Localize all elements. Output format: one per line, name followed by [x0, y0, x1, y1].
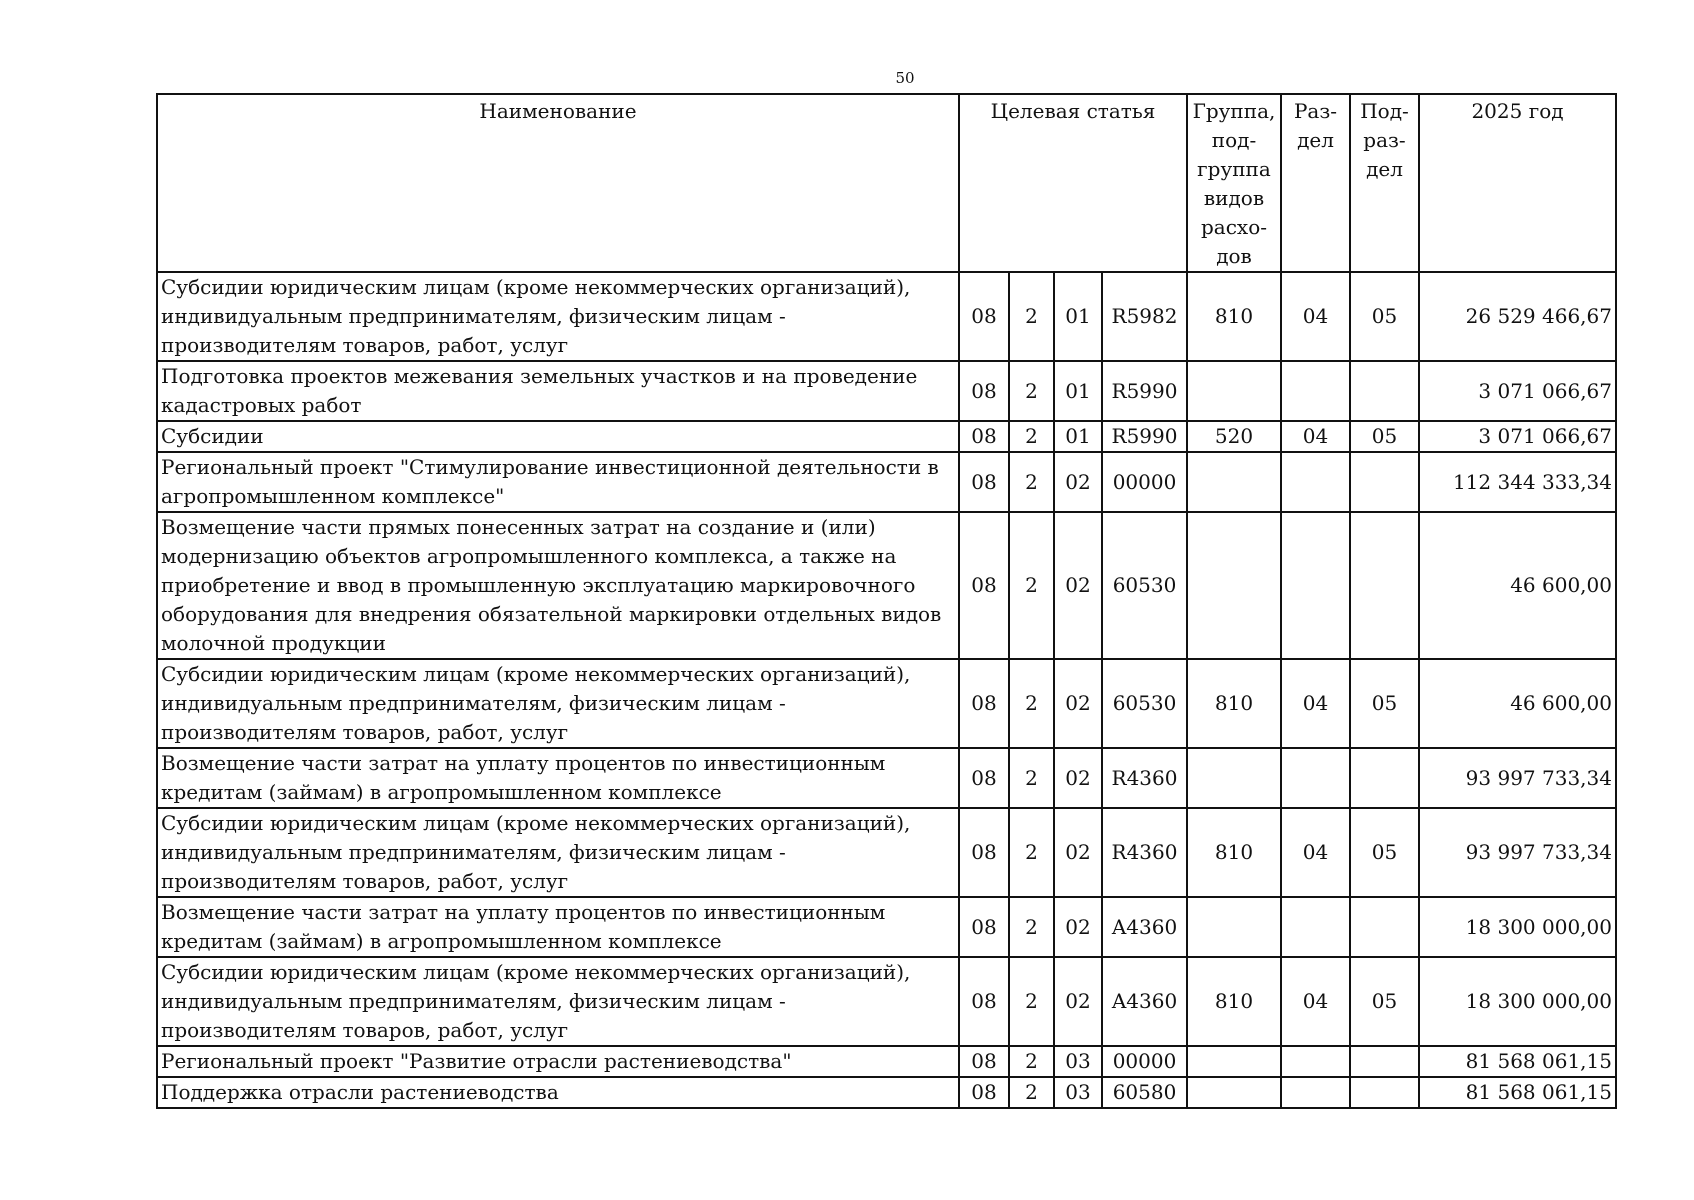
row-name: Субсидии юридическим лицам (кроме некоммерческих организаций), индивидуальным предпринимателям, физическим лицам - производителям товаров, работ, услуг — [157, 957, 959, 1046]
row-program-code: 08 — [959, 421, 1009, 452]
row-amount: 3 071 066,67 — [1419, 421, 1616, 452]
row-direction-code: R5982 — [1102, 272, 1187, 361]
row-expense-group: 810 — [1187, 659, 1281, 748]
row-program-code: 08 — [959, 272, 1009, 361]
row-expense-group — [1187, 361, 1281, 421]
header-expense-group-line: под- — [1211, 128, 1257, 152]
row-section — [1281, 1077, 1350, 1108]
header-expense-group-line: расхо- — [1200, 215, 1267, 239]
row-expense-group — [1187, 512, 1281, 659]
row-subsection: 05 — [1350, 272, 1419, 361]
row-program-code: 08 — [959, 452, 1009, 512]
row-name: Региональный проект "Развитие отрасли растениеводства" — [157, 1046, 959, 1077]
row-subsection — [1350, 361, 1419, 421]
row-subprogram-code: 2 — [1009, 452, 1054, 512]
row-expense-group: 810 — [1187, 808, 1281, 897]
header-expense-group-line: Группа, — [1192, 99, 1276, 123]
row-name: Поддержка отрасли растениеводства — [157, 1077, 959, 1108]
row-amount: 46 600,00 — [1419, 512, 1616, 659]
row-name: Подготовка проектов межевания земельных участков и на проведение кадастровых работ — [157, 361, 959, 421]
header-expense-group-line: дов — [1216, 244, 1252, 268]
row-section — [1281, 897, 1350, 957]
row-direction-code: A4360 — [1102, 957, 1187, 1046]
table-row — [157, 808, 1616, 897]
row-name: Возмещение части прямых понесенных затрат на создание и (или) модернизацию объектов агропромышленного комплекса, а также на приобретение и ввод в промышленную эксплуатацию маркировочного оборудования для внедрения обязательной маркировки отдельных видов молочной продукции — [157, 512, 959, 659]
table-row — [157, 748, 1616, 808]
row-activity-code: 03 — [1054, 1077, 1102, 1108]
row-direction-code: R4360 — [1102, 808, 1187, 897]
header-section-line: Раз- — [1293, 99, 1338, 123]
row-activity-code: 02 — [1054, 957, 1102, 1046]
header-name: Наименование — [157, 94, 959, 272]
row-subprogram-code: 2 — [1009, 421, 1054, 452]
row-subprogram-code: 2 — [1009, 361, 1054, 421]
table-row — [157, 272, 1616, 361]
row-subsection — [1350, 897, 1419, 957]
row-program-code: 08 — [959, 808, 1009, 897]
row-activity-code: 02 — [1054, 452, 1102, 512]
row-program-code: 08 — [959, 361, 1009, 421]
header-subsection — [1350, 94, 1419, 272]
row-subprogram-code: 2 — [1009, 659, 1054, 748]
row-subprogram-code: 2 — [1009, 748, 1054, 808]
row-section — [1281, 361, 1350, 421]
row-program-code: 08 — [959, 1046, 1009, 1077]
table-row — [157, 512, 1616, 659]
row-direction-code: 60530 — [1102, 659, 1187, 748]
row-amount: 26 529 466,67 — [1419, 272, 1616, 361]
row-name: Субсидии — [157, 421, 959, 452]
header-subsection-line: Под- — [1360, 99, 1409, 123]
row-activity-code: 01 — [1054, 421, 1102, 452]
row-subprogram-code: 2 — [1009, 957, 1054, 1046]
row-direction-code: R5990 — [1102, 361, 1187, 421]
row-expense-group — [1187, 1077, 1281, 1108]
row-subprogram-code: 2 — [1009, 512, 1054, 659]
row-program-code: 08 — [959, 1077, 1009, 1108]
row-subsection — [1350, 748, 1419, 808]
row-amount: 81 568 061,15 — [1419, 1077, 1616, 1108]
row-amount: 93 997 733,34 — [1419, 808, 1616, 897]
budget-table — [156, 93, 1617, 1109]
row-section — [1281, 452, 1350, 512]
row-subprogram-code: 2 — [1009, 897, 1054, 957]
row-subsection: 05 — [1350, 957, 1419, 1046]
row-name: Субсидии юридическим лицам (кроме некоммерческих организаций), индивидуальным предпринимателям, физическим лицам - производителям товаров, работ, услуг — [157, 272, 959, 361]
row-section: 04 — [1281, 272, 1350, 361]
header-expense-group-line: группа — [1197, 157, 1271, 181]
row-subsection — [1350, 452, 1419, 512]
row-amount: 81 568 061,15 — [1419, 1046, 1616, 1077]
row-direction-code: 60580 — [1102, 1077, 1187, 1108]
row-direction-code: 00000 — [1102, 452, 1187, 512]
page-number: 50 — [895, 69, 915, 87]
row-subsection — [1350, 1077, 1419, 1108]
row-section — [1281, 512, 1350, 659]
row-section: 04 — [1281, 808, 1350, 897]
table-row — [157, 1046, 1616, 1077]
table-row — [157, 957, 1616, 1046]
row-name: Субсидии юридическим лицам (кроме некоммерческих организаций), индивидуальным предпринимателям, физическим лицам - производителям товаров, работ, услуг — [157, 659, 959, 748]
header-subsection-line: дел — [1366, 157, 1403, 181]
row-activity-code: 02 — [1054, 659, 1102, 748]
row-direction-code: 00000 — [1102, 1046, 1187, 1077]
header-year: 2025 год — [1419, 94, 1616, 272]
row-activity-code: 02 — [1054, 808, 1102, 897]
row-expense-group — [1187, 748, 1281, 808]
row-name: Возмещение части затрат на уплату процентов по инвестиционным кредитам (займам) в агропромышленном комплексе — [157, 897, 959, 957]
row-direction-code: R5990 — [1102, 421, 1187, 452]
table-row — [157, 452, 1616, 512]
row-amount: 18 300 000,00 — [1419, 897, 1616, 957]
row-subprogram-code: 2 — [1009, 1046, 1054, 1077]
row-program-code: 08 — [959, 659, 1009, 748]
row-expense-group — [1187, 452, 1281, 512]
header-subsection-line: раз- — [1363, 128, 1406, 152]
row-subsection: 05 — [1350, 421, 1419, 452]
row-expense-group — [1187, 1046, 1281, 1077]
row-subprogram-code: 2 — [1009, 808, 1054, 897]
row-activity-code: 03 — [1054, 1046, 1102, 1077]
row-program-code: 08 — [959, 512, 1009, 659]
row-name: Региональный проект "Стимулирование инвестиционной деятельности в агропромышленном комплексе" — [157, 452, 959, 512]
row-expense-group: 810 — [1187, 272, 1281, 361]
header-target-article: Целевая статья — [959, 94, 1187, 272]
row-amount: 112 344 333,34 — [1419, 452, 1616, 512]
table-header-row — [157, 94, 1616, 272]
header-section-line: дел — [1297, 128, 1334, 152]
table-row — [157, 659, 1616, 748]
row-subsection — [1350, 512, 1419, 659]
row-expense-group: 520 — [1187, 421, 1281, 452]
row-program-code: 08 — [959, 897, 1009, 957]
row-amount: 3 071 066,67 — [1419, 361, 1616, 421]
row-expense-group: 810 — [1187, 957, 1281, 1046]
row-amount: 18 300 000,00 — [1419, 957, 1616, 1046]
row-activity-code: 01 — [1054, 272, 1102, 361]
row-amount: 46 600,00 — [1419, 659, 1616, 748]
header-expense-group — [1187, 94, 1281, 272]
table-row — [157, 1077, 1616, 1108]
row-section — [1281, 1046, 1350, 1077]
row-direction-code: R4360 — [1102, 748, 1187, 808]
row-direction-code: A4360 — [1102, 897, 1187, 957]
row-activity-code: 01 — [1054, 361, 1102, 421]
row-amount: 93 997 733,34 — [1419, 748, 1616, 808]
row-section: 04 — [1281, 957, 1350, 1046]
row-expense-group — [1187, 897, 1281, 957]
table-row — [157, 421, 1616, 452]
row-subsection — [1350, 1046, 1419, 1077]
row-activity-code: 02 — [1054, 748, 1102, 808]
row-subsection: 05 — [1350, 659, 1419, 748]
row-subsection: 05 — [1350, 808, 1419, 897]
row-section: 04 — [1281, 421, 1350, 452]
row-direction-code: 60530 — [1102, 512, 1187, 659]
row-section: 04 — [1281, 659, 1350, 748]
row-name: Возмещение части затрат на уплату процентов по инвестиционным кредитам (займам) в агропромышленном комплексе — [157, 748, 959, 808]
table-row — [157, 897, 1616, 957]
row-program-code: 08 — [959, 748, 1009, 808]
row-program-code: 08 — [959, 957, 1009, 1046]
header-expense-group-line: видов — [1203, 186, 1265, 210]
table-row — [157, 361, 1616, 421]
row-activity-code: 02 — [1054, 897, 1102, 957]
row-name: Субсидии юридическим лицам (кроме некоммерческих организаций), индивидуальным предпринимателям, физическим лицам - производителям товаров, работ, услуг — [157, 808, 959, 897]
row-section — [1281, 748, 1350, 808]
row-activity-code: 02 — [1054, 512, 1102, 659]
row-subprogram-code: 2 — [1009, 272, 1054, 361]
header-section — [1281, 94, 1350, 272]
row-subprogram-code: 2 — [1009, 1077, 1054, 1108]
